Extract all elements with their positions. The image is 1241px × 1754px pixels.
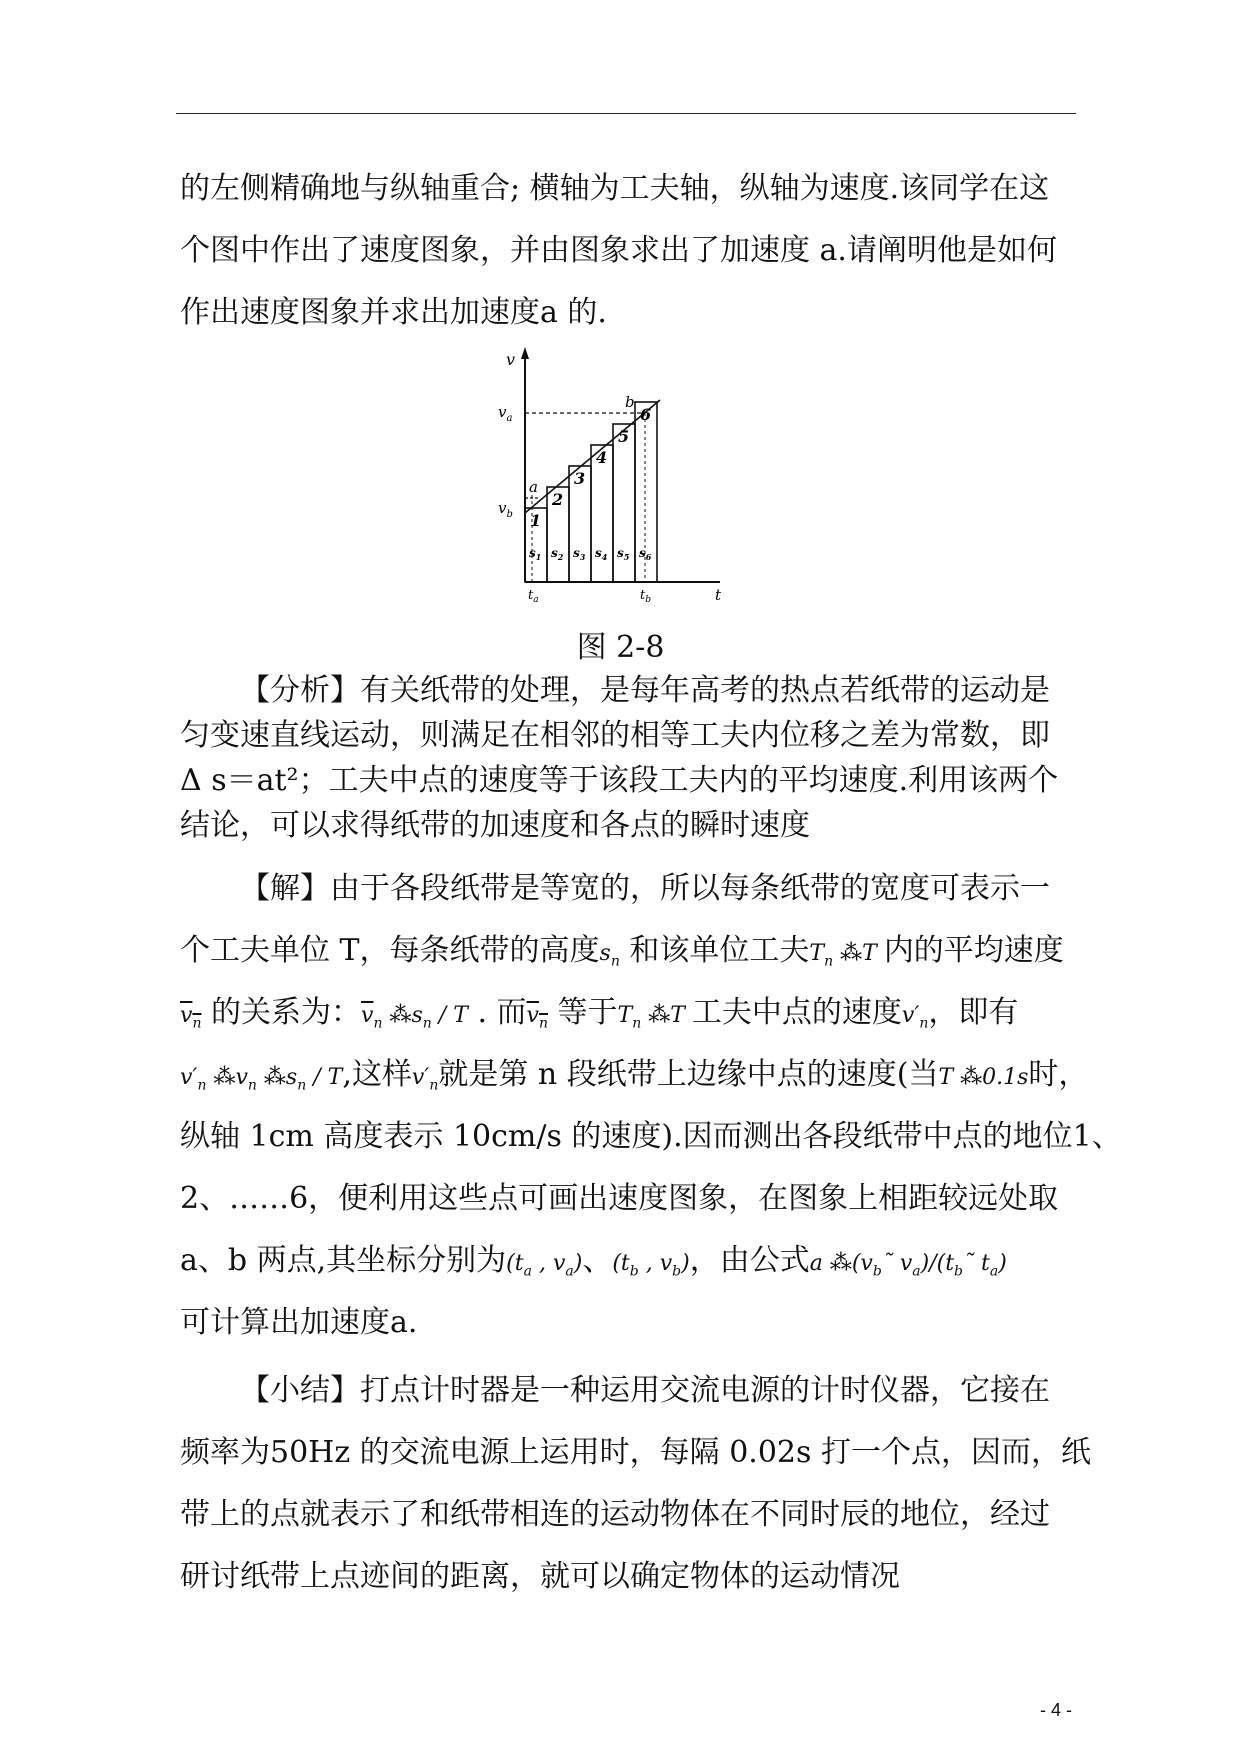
- page-number: - 4 -: [1040, 1700, 1073, 1720]
- v-axis-label: v: [506, 350, 516, 369]
- text-line: 结论，可以求得纸带的加速度和各点的瞬时速度: [180, 808, 810, 843]
- strip-label: $s_1$: [529, 546, 542, 562]
- text-line: a、b 两点,其坐标分别为($t_a$ , $v_a$)、($t_b$ , $v_b$)，由公式a $⁂(v_b˜$ $v_a)/(t_b˜$ $t_a$): [180, 1243, 1007, 1280]
- figure-caption: 图 2-8: [576, 630, 665, 665]
- vb-label: $v_b$: [498, 499, 513, 520]
- text-line: 【解】由于各段纸带是等宽的，所以每条纸带的宽度可表示一: [240, 871, 1050, 906]
- strip-label: $s_5$: [617, 546, 630, 562]
- text-line: 的左侧精确地与纵轴重合; 横轴为工夫轴，纵轴为速度.该同学在这: [180, 171, 1050, 206]
- text-line: $v'_n$ $⁂v_n$ $⁂s_n$ / T,这样$v'_n$就是第 n 段纸带上边缘中点的速度(当T ⁂0.1s时，: [180, 1057, 1089, 1094]
- strip-number: 3: [574, 469, 586, 488]
- strip-label: $s_4$: [595, 546, 608, 562]
- ta-label: $t_a$: [528, 588, 539, 605]
- text-line: $v_n$ 的关系为：$\overline{v}_n$ $⁂s_n$ / T . 而$v_n$ 等于$T_n$ ⁂T 工夫中点的速度$v'_n$，即有: [180, 995, 1019, 1032]
- point-b-label: b: [625, 393, 635, 411]
- text-line: 个工夫单位 T，每条纸带的高度$s_n$ 和该单位工夫$T_n$ ⁂T 内的平均速度: [180, 933, 1064, 970]
- v-axis-arrow: [521, 347, 529, 359]
- point-a-label: a: [529, 478, 538, 496]
- text-line: 【分析】有关纸带的处理，是每年高考的热点若纸带的运动是: [240, 673, 1050, 708]
- text-line: 可计算出加速度a.: [180, 1305, 418, 1340]
- strip-label: $s_6$: [639, 546, 652, 562]
- solution-paragraph: [180, 858, 1122, 1354]
- velocity-strip-diagram: [490, 345, 740, 605]
- intro-paragraph: [180, 158, 1080, 344]
- summary-paragraph: [180, 1360, 1091, 1608]
- text-line: 作出速度图象并求出加速度a 的.: [180, 295, 607, 330]
- strip-number: 2: [552, 490, 564, 509]
- text-line: Δ s＝at²；工夫中点的速度等于该段工夫内的平均速度.利用该两个: [180, 763, 1059, 798]
- text-line: 个图中作出了速度图象，并由图象求出了加速度 a.请阐明他是如何: [180, 233, 1057, 268]
- header-rule: [176, 113, 1076, 114]
- text-line: 匀变速直线运动，则满足在相邻的相等工夫内位移之差为常数，即: [180, 718, 1050, 753]
- strip-number: 1: [530, 511, 542, 530]
- text-line: 研讨纸带上点迹间的距离，就可以确定物体的运动情况: [180, 1559, 900, 1594]
- strip-number: 6: [640, 405, 652, 424]
- text-line: 【小结】打点计时器是一种运用交流电源的计时仪器，它接在: [240, 1373, 1050, 1408]
- text-line: 2、……6，便利用这些点可画出速度图象，在图象上相距较远处取: [180, 1181, 1059, 1216]
- text-line: 频率为50Hz 的交流电源上运用时，每隔 0.02s 打一个点，因而，纸: [180, 1435, 1091, 1470]
- strip-label: $s_3$: [573, 546, 586, 562]
- va-label: $v_a$: [498, 403, 513, 424]
- strip-number: 5: [618, 427, 630, 446]
- paper-strips: [525, 402, 657, 582]
- strip-number: 4: [596, 448, 608, 467]
- analysis-paragraph: [180, 668, 1080, 848]
- strip-label: $s_2$: [551, 546, 564, 562]
- tb-label: $t_b$: [640, 588, 651, 605]
- t-axis-label: t: [715, 586, 722, 604]
- text-line: 纵轴 1cm 高度表示 10cm/s 的速度).因而测出各段纸带中点的地位1、: [180, 1119, 1122, 1154]
- text-line: 带上的点就表示了和纸带相连的运动物体在不同时辰的地位，经过: [180, 1497, 1050, 1532]
- velocity-figure: [490, 345, 740, 609]
